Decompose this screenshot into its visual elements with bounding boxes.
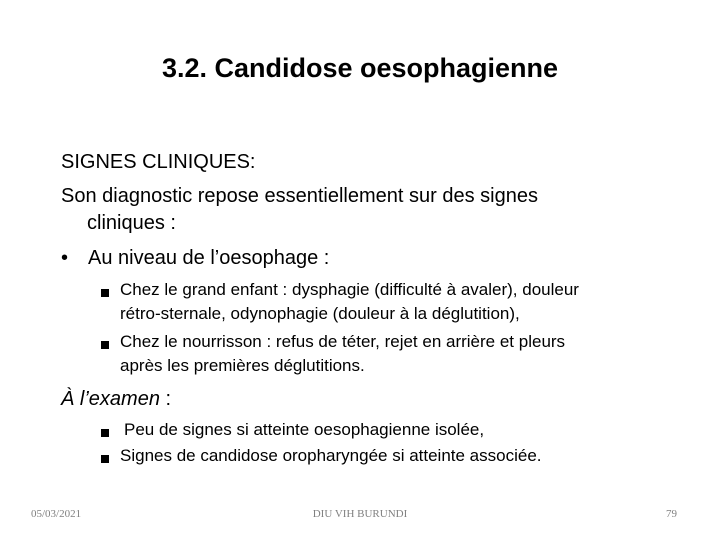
examen-label: À l’examen	[61, 388, 160, 410]
examen-heading	[61, 385, 171, 413]
footer-date: 05/03/2021	[31, 508, 82, 520]
bullet-oesophage: Au niveau de l’oesophage :	[88, 247, 330, 269]
examen-colon: :	[159, 388, 172, 410]
square-bullet-icon	[101, 289, 109, 297]
square-bullet-icon	[101, 455, 109, 463]
page-number: 79	[666, 508, 677, 520]
sub-item-grand-enfant-line-1: Chez le grand enfant : dysphagie (difficulté à avaler), douleur	[120, 280, 579, 299]
footer-center-text: DIU VIH BURUNDI	[312, 508, 408, 520]
examen-item-1: Peu de signes si atteinte oesophagienne isolée,	[124, 420, 485, 439]
bullet-dot-icon: •	[61, 247, 69, 269]
examen-item-2: Signes de candidose oropharyngée si atteinte associée.	[120, 446, 542, 465]
diagnostic-line-2: cliniques :	[87, 212, 176, 234]
square-bullet-icon	[101, 429, 109, 437]
slide-title: 3.2. Candidose oesophagienne	[161, 53, 559, 83]
diagnostic-line-1: Son diagnostic repose essentiellement sur des signes	[61, 185, 538, 207]
signes-heading: SIGNES CLINIQUES:	[61, 151, 256, 173]
square-bullet-icon	[101, 341, 109, 349]
sub-item-grand-enfant-line-2: rétro-sternale, odynophagie (douleur à la déglutition),	[120, 304, 520, 323]
sub-item-nourrisson-line-1: Chez le nourrisson : refus de téter, rejet en arrière et pleurs	[120, 332, 566, 351]
sub-item-nourrisson-line-2: après les premières déglutitions.	[120, 356, 365, 375]
